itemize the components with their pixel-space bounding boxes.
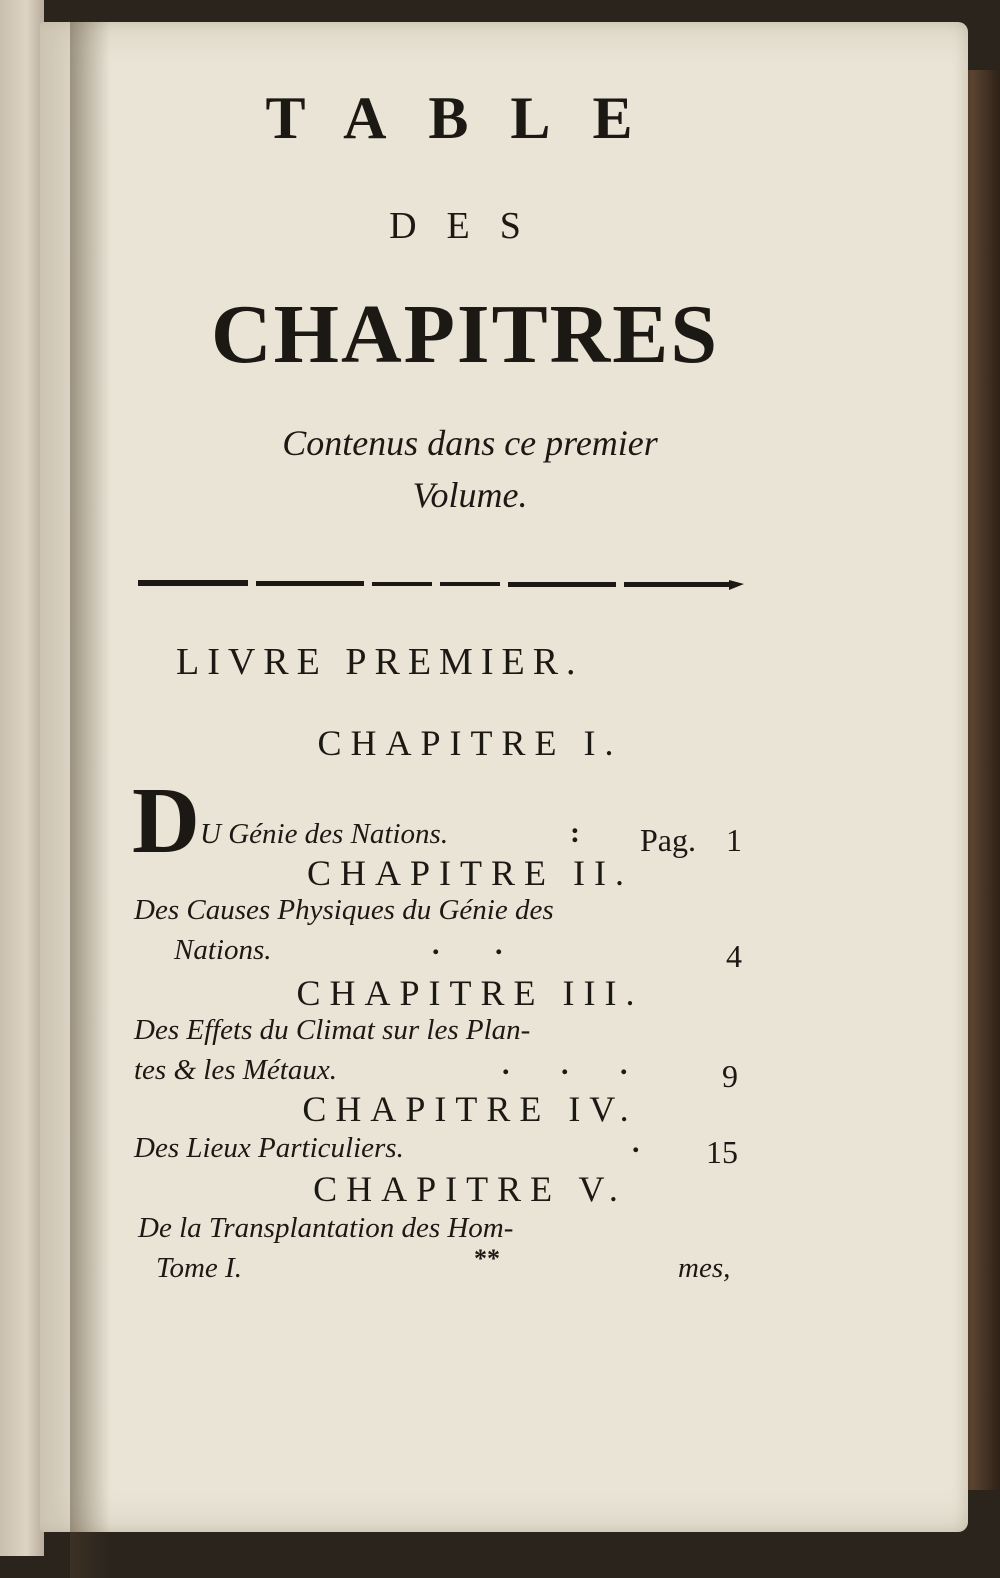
chapter-5-title-line-1: De la Transplantation des Hom- xyxy=(138,1212,514,1244)
book-page xyxy=(40,22,968,1532)
title-chapitres: CHAPITRES xyxy=(210,288,720,381)
chapter-4-title: Des Lieux Particuliers. xyxy=(134,1132,404,1164)
page-content xyxy=(40,22,968,1532)
chapter-2-title-line-2: Nations. xyxy=(174,934,272,966)
drop-cap: D xyxy=(132,769,200,873)
title-table: TABLE xyxy=(265,85,675,151)
chapter-1-page: 1 xyxy=(726,822,742,858)
catchword: mes, xyxy=(678,1252,731,1284)
subtitle-line-1: Contenus dans ce premier xyxy=(282,423,658,463)
chapter-1-heading: CHAPITRE I. xyxy=(317,723,623,763)
chapter-2-heading: CHAPITRE II. xyxy=(307,853,633,893)
book-title: LIVRE PREMIER. xyxy=(176,641,584,683)
page-prefix: Pag. xyxy=(640,822,696,858)
chapter-1-leader: : xyxy=(570,816,580,849)
chapter-4-heading: CHAPITRE IV. xyxy=(302,1089,638,1129)
chapter-3-title-line-1: Des Effets du Climat sur les Plan- xyxy=(134,1014,531,1046)
subtitle-line-2: Volume. xyxy=(412,475,528,515)
chapter-2-title-line-1: Des Causes Physiques du Génie des xyxy=(134,894,554,926)
chapter-3-page: 9 xyxy=(722,1058,738,1094)
volume-label: Tome I. xyxy=(156,1252,242,1284)
chapter-1-title: U Génie des Nations. xyxy=(200,818,449,850)
signature-mark: ** xyxy=(474,1244,500,1273)
chapter-3-title-line-2: tes & les Métaux. xyxy=(134,1054,337,1086)
left-page-edge xyxy=(0,0,44,1556)
chapter-4-page: 15 xyxy=(706,1134,738,1170)
chapter-2-leader: . . xyxy=(432,928,527,961)
chapter-2-page: 4 xyxy=(726,938,742,974)
chapter-3-leader: . . . xyxy=(502,1048,650,1081)
title-des: DES xyxy=(389,205,551,247)
chapter-3-heading: CHAPITRE III. xyxy=(296,973,644,1013)
chapter-4-leader: . xyxy=(632,1126,640,1159)
ornamental-rule xyxy=(138,570,746,600)
chapter-5-heading: CHAPITRE V. xyxy=(313,1169,627,1209)
